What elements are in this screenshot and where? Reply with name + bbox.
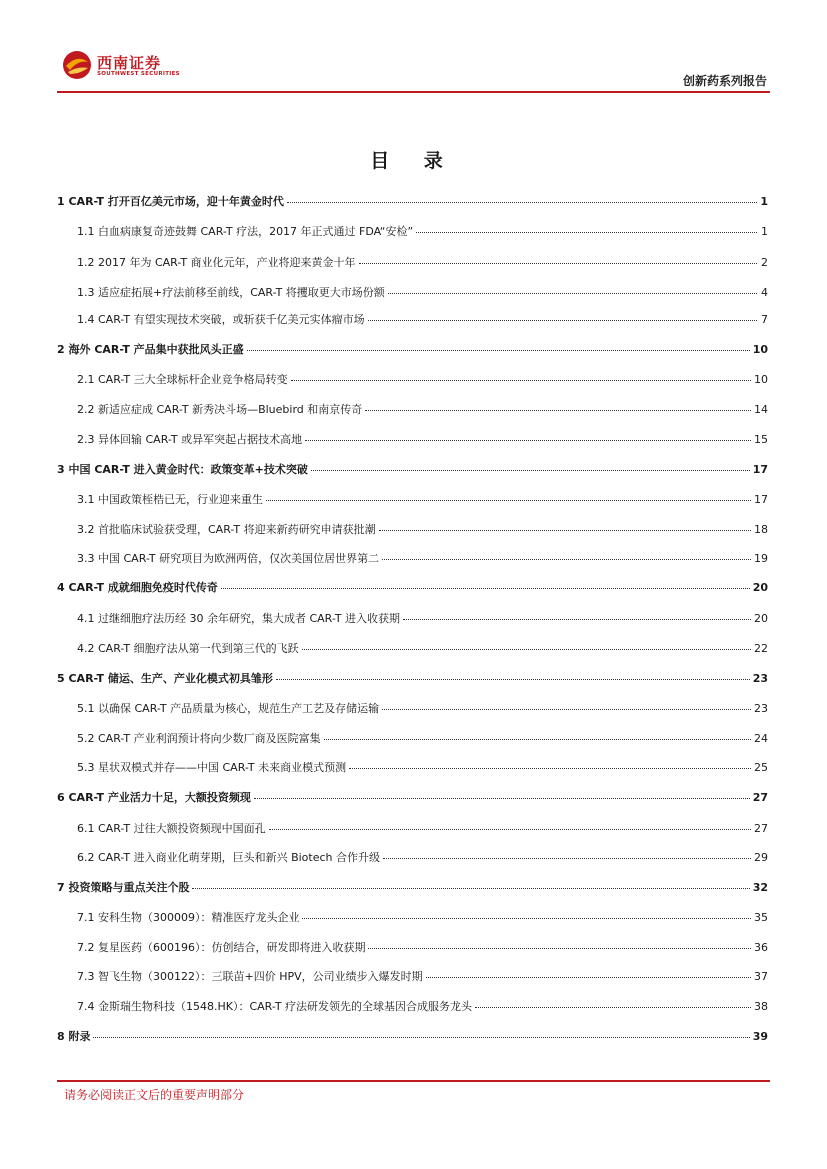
toc-entry-title: 3.3 中国 CAR-T 研究项目为欧洲两倍，仅次美国位居世界第二: [77, 552, 380, 565]
toc-dot-leader: [192, 887, 749, 889]
toc-dot-leader: [266, 499, 751, 501]
toc-section-entry[interactable]: [57, 310, 768, 330]
toc-section-entry[interactable]: [57, 222, 768, 242]
toc-page-number: 23: [752, 672, 768, 685]
page-header: [0, 0, 827, 95]
toc-dot-leader: [388, 292, 757, 294]
toc-entry-title: 1.4 CAR-T 有望实现技术突破，或斩获千亿美元实体瘤市场: [77, 313, 365, 326]
toc-chapter-entry[interactable]: [57, 340, 768, 360]
toc-dot-leader: [382, 708, 751, 710]
toc-section-entry[interactable]: [57, 938, 768, 958]
toc-page-number: 2: [761, 256, 768, 269]
toc-dot-leader: [359, 262, 757, 264]
toc-dot-leader: [403, 618, 751, 620]
toc-page-number: 39: [752, 1030, 768, 1043]
toc-section-entry[interactable]: [57, 283, 768, 303]
toc-entry-title: 1.1 白血病康复奇迹鼓舞 CAR-T 疗法，2017 年正式通过 FDA“安检”: [77, 225, 414, 238]
header-divider: [57, 91, 770, 93]
toc-entry-title: 1.2 2017 年为 CAR-T 商业化元年，产业将迎来黄金十年: [77, 256, 356, 269]
toc-dot-leader: [349, 767, 751, 769]
toc-entry-title: 3.2 首批临床试验获受理，CAR-T 将迎来新药研究申请获批潮: [77, 523, 376, 536]
toc-page-number: 38: [754, 1000, 768, 1013]
footer-divider: [57, 1080, 770, 1082]
toc-entry-title: 6.1 CAR-T 过往大额投资频现中国面孔: [77, 822, 266, 835]
toc-chapter-entry[interactable]: [57, 878, 768, 898]
toc-dot-leader: [291, 379, 751, 381]
toc-chapter-entry[interactable]: [57, 460, 768, 480]
toc-section-entry[interactable]: [57, 609, 768, 629]
toc-heading: 目 录: [370, 150, 457, 172]
toc-dot-leader: [93, 1036, 749, 1038]
toc-section-entry[interactable]: [57, 253, 768, 273]
toc-dot-leader: [382, 558, 751, 560]
toc-entry-title: 7.1 安科生物（300009）：精准医疗龙头企业: [77, 911, 300, 924]
toc-section-entry[interactable]: [57, 699, 768, 719]
toc-chapter-entry[interactable]: [57, 192, 768, 212]
toc-dot-leader: [305, 439, 751, 441]
toc-dot-leader: [247, 349, 750, 351]
toc-dot-leader: [221, 587, 750, 589]
toc-entry-title: 4 CAR-T 成就细胞免疫时代传奇: [57, 581, 218, 594]
toc-page-number: 4: [761, 286, 768, 299]
logo-english-text: SOUTHWEST SECURITIES: [97, 71, 180, 77]
toc-entry-title: 3 中国 CAR-T 进入黄金时代：政策变革+技术突破: [57, 463, 308, 476]
toc-page-number: 36: [754, 941, 768, 954]
toc-page-number: 25: [754, 761, 768, 774]
toc-entry-title: 6 CAR-T 产业活力十足，大额投资频现: [57, 791, 251, 804]
toc-page-number: 37: [754, 970, 768, 983]
toc-entry-title: 6.2 CAR-T 进入商业化萌芽期，巨头和新兴 Biotech 合作升级: [77, 851, 380, 864]
toc-section-entry[interactable]: [57, 729, 768, 749]
toc-page-number: 17: [754, 493, 768, 506]
toc-page-number: 24: [754, 732, 768, 745]
toc-page-number: 10: [754, 373, 768, 386]
toc-dot-leader: [368, 319, 757, 321]
toc-section-entry[interactable]: [57, 997, 768, 1017]
toc-chapter-entry[interactable]: [57, 788, 768, 808]
toc-page-number: 15: [754, 433, 768, 446]
toc-entry-title: 7.3 智飞生物（300122）：三联苗+四价 HPV，公司业绩步入爆发时期: [77, 970, 423, 983]
toc-entry-title: 5 CAR-T 储运、生产、产业化模式初具雏形: [57, 672, 273, 685]
toc-dot-leader: [269, 828, 751, 830]
toc-section-entry[interactable]: [57, 639, 768, 659]
toc-section-entry[interactable]: [57, 430, 768, 450]
toc-section-entry[interactable]: [57, 490, 768, 510]
toc-dot-leader: [383, 857, 751, 859]
toc-page-number: 17: [752, 463, 768, 476]
toc-page-number: 35: [754, 911, 768, 924]
footer-disclaimer: 请务必阅读正文后的重要声明部分: [64, 1088, 245, 1102]
toc-page-number: 23: [754, 702, 768, 715]
toc-dot-leader: [368, 947, 751, 949]
company-logo: [62, 50, 182, 84]
toc-page-number: 1: [760, 195, 768, 208]
toc-entry-title: 5.2 CAR-T 产业利润预计将向少数厂商及医院富集: [77, 732, 321, 745]
report-series-label: 创新药系列报告: [682, 74, 767, 88]
toc-page-number: 27: [754, 822, 768, 835]
toc-page-number: 20: [752, 581, 768, 594]
toc-entry-title: 2.3 异体回输 CAR-T 或异军突起占据技术高地: [77, 433, 303, 446]
toc-section-entry[interactable]: [57, 819, 768, 839]
toc-section-entry[interactable]: [57, 520, 768, 540]
toc-entry-title: 1 CAR-T 打开百亿美元市场，迎十年黄金时代: [57, 195, 284, 208]
toc-page-number: 10: [752, 343, 768, 356]
toc-dot-leader: [302, 648, 751, 650]
toc-page-number: 18: [754, 523, 768, 536]
toc-chapter-entry[interactable]: [57, 578, 768, 598]
toc-page-number: 20: [754, 612, 768, 625]
toc-page-number: 32: [752, 881, 768, 894]
toc-dot-leader: [426, 976, 751, 978]
toc-section-entry[interactable]: [57, 758, 768, 778]
toc-entry-title: 2 海外 CAR-T 产品集中获批风头正盛: [57, 343, 244, 356]
toc-dot-leader: [287, 201, 757, 203]
logo-chinese-text: 西南证券: [97, 54, 162, 72]
toc-section-entry[interactable]: [57, 400, 768, 420]
toc-section-entry[interactable]: [57, 370, 768, 390]
toc-page-number: 29: [754, 851, 768, 864]
toc-entry-title: 7.2 复星医药（600196）：仿创结合，研发即将进入收获期: [77, 941, 366, 954]
toc-dot-leader: [276, 678, 750, 680]
toc-entry-title: 2.1 CAR-T 三大全球标杆企业竞争格局转变: [77, 373, 288, 386]
toc-page-number: 1: [761, 225, 768, 238]
toc-dot-leader: [324, 738, 751, 740]
toc-dot-leader: [475, 1006, 751, 1008]
toc-dot-leader: [379, 529, 751, 531]
toc-section-entry[interactable]: [57, 549, 768, 569]
toc-section-entry[interactable]: [57, 848, 768, 868]
toc-entry-title: 7.4 金斯瑞生物科技（1548.HK）：CAR-T 疗法研发领先的全球基因合成服务龙头: [77, 1000, 473, 1013]
toc-entry-title: 4.1 过继细胞疗法历经 30 余年研究，集大成者 CAR-T 进入收获期: [77, 612, 401, 625]
toc-dot-leader: [302, 917, 751, 919]
toc-entry-title: 3.1 中国政策桎梏已无，行业迎来重生: [77, 493, 263, 506]
toc-entry-title: 5.3 星状双模式并存——中国 CAR-T 未来商业模式预测: [77, 761, 347, 774]
toc-chapter-entry[interactable]: [57, 1027, 768, 1047]
logo-mark-icon: [62, 50, 92, 80]
toc-entry-title: 2.2 新适应症成 CAR-T 新秀决斗场—Bluebird 和南京传奇: [77, 403, 363, 416]
toc-page-number: 7: [761, 313, 768, 326]
toc-dot-leader: [416, 231, 757, 233]
toc-entry-title: 7 投资策略与重点关注个股: [57, 881, 190, 894]
toc-dot-leader: [365, 409, 751, 411]
toc-section-entry[interactable]: [57, 908, 768, 928]
toc-section-entry[interactable]: [57, 967, 768, 987]
toc-page-number: 22: [754, 642, 768, 655]
toc-page-number: 14: [754, 403, 768, 416]
toc-dot-leader: [311, 469, 750, 471]
toc-entry-title: 4.2 CAR-T 细胞疗法从第一代到第三代的飞跃: [77, 642, 299, 655]
toc-entry-title: 5.1 以确保 CAR-T 产品质量为核心，规范生产工艺及存储运输: [77, 702, 380, 715]
toc-page-number: 19: [754, 552, 768, 565]
toc-entry-title: 8 附录: [57, 1030, 91, 1043]
toc-page-number: 27: [752, 791, 768, 804]
toc-chapter-entry[interactable]: [57, 669, 768, 689]
toc-entry-title: 1.3 适应症拓展+疗法前移至前线，CAR-T 将攫取更大市场份额: [77, 286, 385, 299]
toc-dot-leader: [254, 797, 750, 799]
